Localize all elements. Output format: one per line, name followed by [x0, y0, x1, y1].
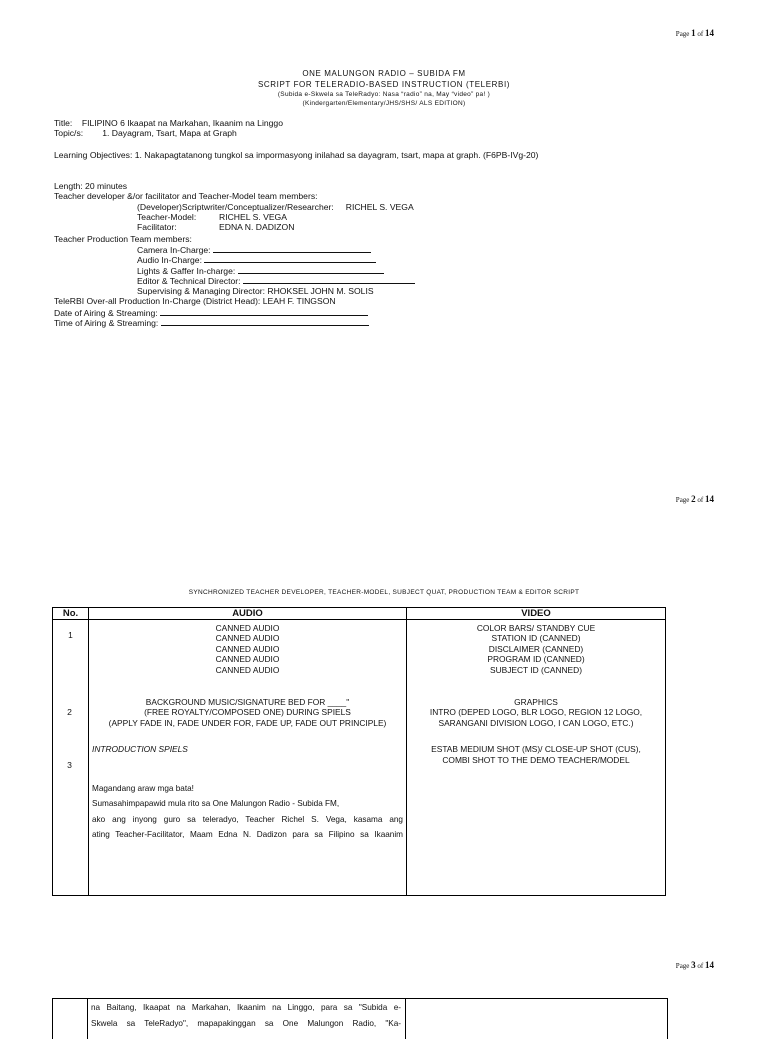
- audio-cue: CANNED AUDIO: [215, 664, 280, 675]
- video-cue: STATION ID (CANNED): [491, 633, 581, 644]
- page-number-3: Page 3 of 14: [675, 960, 714, 970]
- teacher-model-value: RICHEL S. VEGA: [219, 212, 287, 222]
- teacher-model-line: Teacher-Model:: [137, 212, 197, 222]
- script-title: SCRIPT FOR TELERADIO-BASED INSTRUCTION (TELERBI): [257, 80, 511, 89]
- length-line: Length: 20 minutes: [54, 181, 128, 191]
- table-row: [53, 620, 666, 896]
- video-cell: [407, 620, 666, 896]
- script-subtitle: (Subida e-Skwela sa TeleRadyo: Nasa “radio” na, May “video” pa! ): [277, 91, 491, 98]
- table-header-row: [53, 608, 666, 620]
- spiel-line: ako ang inyong guro sa teleradyo, Teacher Richel S. Vega, kasama ang: [92, 814, 403, 824]
- spiel-line: ating Teacher-Facilitator, Maam Edna N. Dadizon para sa Filipino sa Ikaanim: [92, 830, 403, 840]
- row-number: 2: [67, 707, 72, 717]
- sync-heading: SYNCHRONIZED TEACHER DEVELOPER, TEACHER-MODEL, SUBJECT QUAT, PRODUCTION TEAM & EDITOR SCRIPT: [188, 589, 580, 596]
- spiel-line: Skwela sa TeleRadyo", mapapakinggan sa One Malungon Radio, "Ka-: [91, 1018, 401, 1028]
- audio-cell: [89, 620, 407, 896]
- lights-line: Lights & Gaffer In-charge:: [137, 265, 384, 276]
- continued-table: [52, 998, 668, 1039]
- video-cue: GRAPHICS: [514, 697, 558, 708]
- editor-line: Editor & Technical Director:: [137, 275, 415, 286]
- col-audio-header: AUDIO: [89, 608, 407, 620]
- video-cue: PROGRAM ID (CANNED): [487, 654, 585, 665]
- script-table: [52, 607, 666, 896]
- station-title: ONE MALUNGON RADIO – SUBIDA FM: [302, 69, 466, 78]
- audio-cue: CANNED AUDIO: [215, 643, 280, 654]
- spiel-line: Sumasahimpapawid mula rito sa One Malungon Radio - Subida FM,: [92, 799, 340, 809]
- production-heading: Teacher Production Team members:: [54, 234, 192, 244]
- facilitator-line: Facilitator:: [137, 222, 177, 232]
- edition-label: (Kindergarten/Elementary/JHS/SHS/ ALS EDITION): [302, 100, 466, 107]
- team-heading: Teacher developer &/or facilitator and Teacher-Model team members:: [54, 191, 318, 201]
- facilitator-value: EDNA N. DADIZON: [219, 222, 295, 232]
- audio-cue: CANNED AUDIO: [215, 623, 280, 633]
- intro-spiels-heading: INTRODUCTION SPIELS: [92, 744, 188, 755]
- topic-line: Topic/s: 1. Dayagram, Tsart, Mapa at Graph: [54, 128, 237, 138]
- spiel-line: Magandang araw mga bata!: [92, 783, 194, 793]
- audio-cue: CANNED AUDIO: [215, 633, 280, 644]
- video-cue: ESTAB MEDIUM SHOT (MS)/ CLOSE-UP SHOT (CUS),: [431, 744, 641, 755]
- video-cue: COMBI SHOT TO THE DEMO TEACHER/MODEL: [442, 754, 630, 765]
- video-cue: COLOR BARS/ STANDBY CUE: [476, 623, 596, 633]
- page-number-2: Page 2 of 14: [675, 494, 714, 504]
- spiel-line: na Baitang, Ikaapat na Markahan, Ikaanim na Linggo, para sa "Subida e-: [91, 1003, 401, 1012]
- overall-line: TeleRBI Over-all Production In-Charge (District Head): LEAH F. TINGSON: [54, 296, 336, 306]
- video-cue: SARANGANI DIVISION LOGO, I CAN LOGO, ETC.): [438, 717, 634, 728]
- developer-line: (Developer)Scriptwriter/Conceptualizer/Researcher: RICHEL S. VEGA: [137, 202, 414, 212]
- video-cue: SUBJECT ID (CANNED): [490, 664, 582, 675]
- audio-cue: (APPLY FADE IN, FADE UNDER FOR, FADE UP, FADE OUT PRINCIPLE): [108, 717, 387, 728]
- supervising-line: Supervising & Managing Director: RHOKSEL JOHN M. SOLIS: [137, 286, 374, 296]
- time-airing-line: Time of Airing & Streaming:: [54, 317, 369, 328]
- audio-line: Audio In-Charge:: [137, 254, 376, 265]
- col-no-header: No.: [53, 608, 89, 620]
- camera-line: Camera In-Charge:: [137, 244, 371, 255]
- audio-cue: (FREE ROYALTY/COMPOSED ONE) DURING SPIELS: [144, 707, 351, 718]
- page-number-1: Page 1 of 14: [675, 28, 714, 38]
- video-cue: DISCLAIMER (CANNED): [488, 643, 584, 654]
- audio-cue: BACKGROUND MUSIC/SIGNATURE BED FOR ____": [145, 697, 350, 708]
- audio-cue: CANNED AUDIO: [215, 654, 280, 665]
- row-number: 3: [67, 760, 72, 770]
- row-number: 1: [53, 620, 89, 896]
- col-video-header: VIDEO: [407, 608, 666, 620]
- title-line: Title: FILIPINO 6 Ikaapat na Markahan, Ikaanim na Linggo: [54, 118, 283, 128]
- date-airing-line: Date of Airing & Streaming:: [54, 307, 368, 318]
- video-cue: INTRO (DEPED LOGO, BLR LOGO, REGION 12 LOGO,: [429, 707, 643, 718]
- learning-objectives: Learning Objectives: 1. Nakapagtatanong tungkol sa impormasyong inilahad sa dayagram, tsart, mapa at graph. (F6PB-IVg-20): [54, 150, 539, 160]
